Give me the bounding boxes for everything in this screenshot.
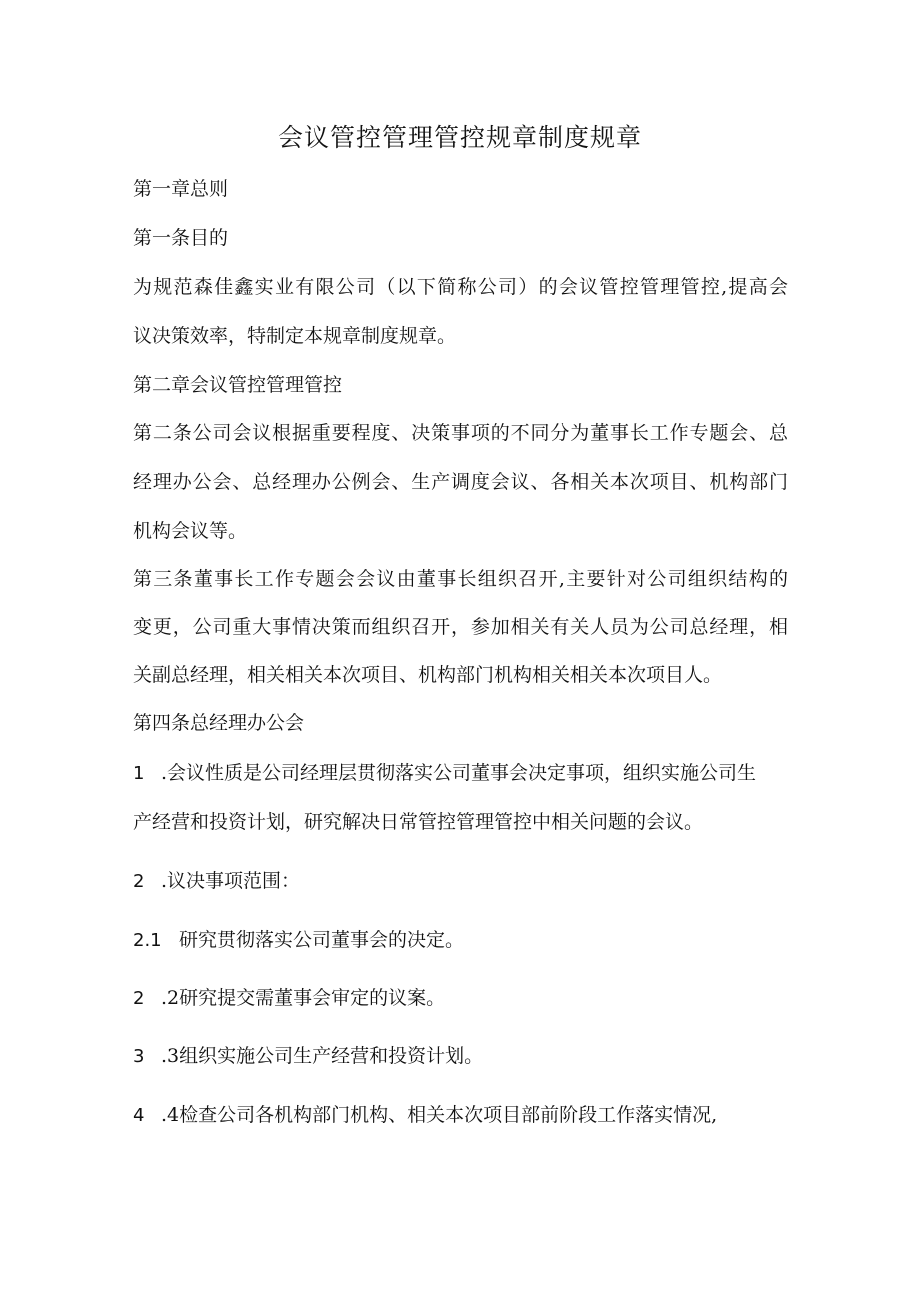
article-2-line-2: 经理办公会、总经理办公例会、生产调度会议、各相关本次项目、机构部门 [133, 471, 788, 493]
article-4-heading: 第四条总经理办公会 [133, 712, 305, 734]
item-2-4-number: 4 [133, 1105, 145, 1126]
item-2-2-number: 2 [133, 988, 145, 1009]
item-2-2 [133, 983, 445, 1010]
chapter-1-heading: 第一章总则 [133, 178, 229, 200]
item-1-line-1 [133, 758, 756, 785]
article-3-line-1: 第三条董事长工作专题会会议由董事长组织召开,主要针对公司组织结构的 [133, 568, 788, 590]
item-2-number: 2 [133, 871, 145, 892]
article-1-text-line-1: 为规范森佳鑫实业有限公司（以下简称公司）的会议管控管理管控,提高会 [133, 276, 788, 298]
item-2-3 [133, 1041, 483, 1068]
article-1-text-line-2: 议决策效率，特制定本规章制度规章。 [133, 325, 457, 347]
item-2-1-text: 研究贯彻落实公司董事会的决定。 [179, 929, 465, 951]
item-2-1-number: 2.1 [133, 930, 162, 951]
article-2-line-3: 机构会议等。 [133, 520, 248, 542]
article-3-line-2: 变更，公司重大事情决策而组织召开，参加相关有关人员为公司总经理，相 [133, 616, 788, 638]
item-2-4 [133, 1100, 717, 1127]
item-1-line-2: 产经营和投资计划，研究解决日常管控管理管控中相关问题的会议。 [133, 811, 704, 833]
article-3-line-3: 关副总经理，相关相关本次项目、机构部门机构相关相关本次项目人。 [133, 664, 723, 686]
article-2-line-1: 第二条公司会议根据重要程度、决策事项的不同分为董事长工作专题会、总 [133, 422, 788, 444]
item-1-text: .会议性质是公司经理层贯彻落实公司董事会决定事项，组织实施公司生 [161, 762, 757, 784]
article-1-heading: 第一条目的 [133, 227, 229, 249]
item-2-text: .议决事项范围： [161, 870, 301, 892]
item-2 [133, 866, 300, 893]
item-2-2-text: .2研究提交需董事会审定的议案。 [161, 987, 446, 1009]
item-1-number: 1 [133, 763, 145, 784]
item-2-4-text: .4检查公司各机构部门机构、相关本次项目部前阶段工作落实情况, [161, 1104, 718, 1126]
chapter-2-heading: 第二章会议管控管理管控 [133, 374, 343, 396]
item-2-3-text: .3组织实施公司生产经营和投资计划。 [161, 1045, 484, 1067]
document-title: 会议管控管理管控规章制度规章 [277, 123, 642, 152]
item-2-1 [133, 925, 464, 952]
item-2-3-number: 3 [133, 1046, 145, 1067]
